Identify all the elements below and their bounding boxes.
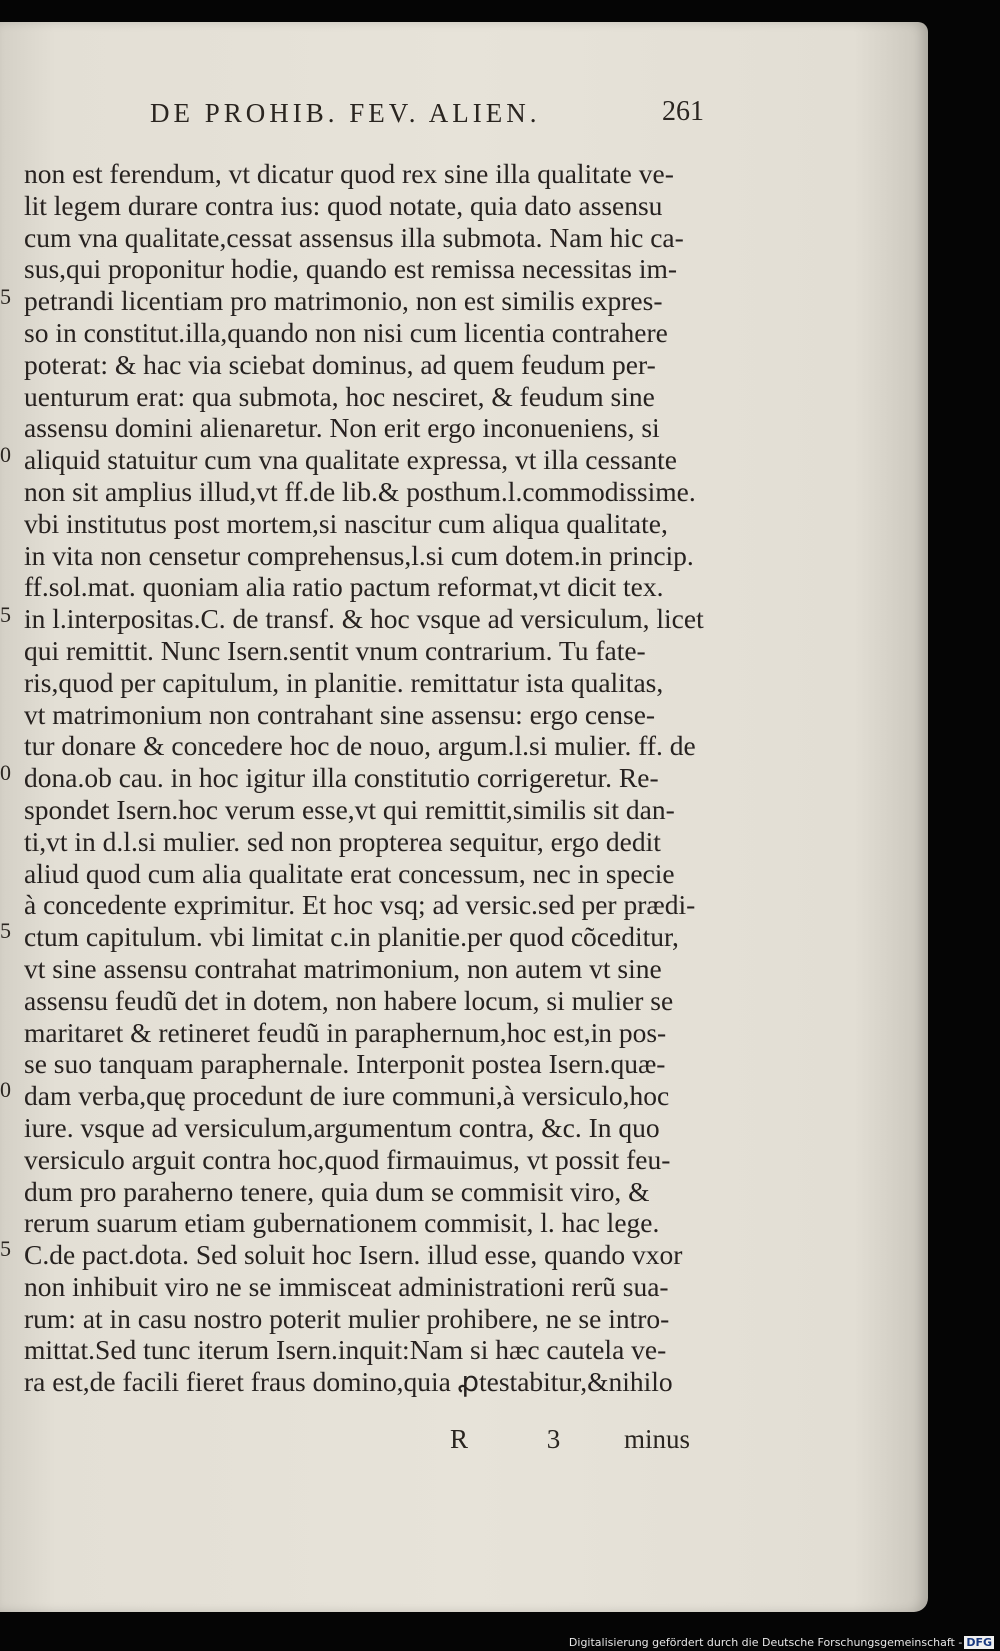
margin-line-number: 0 xyxy=(0,760,11,785)
text-line: spondet Isern.hoc verum esse,vt qui remittit,similis sit dan- xyxy=(24,793,675,825)
text-line: lit legem durare contra ius: quod notate, quia dato assensu xyxy=(24,189,663,221)
text-line: qui remittit. Nunc Isern.sentit vnum contrarium. Tu fate- xyxy=(24,634,646,666)
text-line: so in constitut.illa,quando non nisi cum licentia contrahere xyxy=(24,316,668,348)
text-line: uenturum erat: qua submota, hoc nesciret, & feudum sine xyxy=(24,380,655,412)
text-line: aliud quod cum alia qualitate erat concessum, nec in specie xyxy=(24,857,675,889)
text-line: mittat.Sed tunc iterum Isern.inquit:Nam si hæc cautela ve- xyxy=(24,1334,667,1366)
text-line: assensu feudũ det in dotem, non habere locum, si mulier se xyxy=(24,984,674,1016)
text-line: sus,qui proponitur hodie, quando est remissa necessitas im- xyxy=(24,253,678,285)
margin-line-number: 0 xyxy=(0,442,11,467)
text-line: poterat: & hac via sciebat dominus, ad quem feudum per- xyxy=(24,348,656,380)
text-line: dona.ob cau. in hoc igitur illa constitutio corrigeretur. Re- xyxy=(24,762,659,794)
text-line: maritaret & retineret feudũ in paraphernum,hoc est,in pos- xyxy=(24,1016,667,1048)
book-page xyxy=(0,22,928,1612)
text-line: in l.interpositas.C. de transf. & hoc vsque ad versiculum, licet xyxy=(24,603,704,635)
text-line: assensu domini alienaretur. Non erit ergo inconueniens, si xyxy=(24,412,660,444)
catchword: minus xyxy=(624,1424,691,1454)
text-line: in vita non censetur comprehensus,l.si cum dotem.in princip. xyxy=(24,539,694,571)
text-line: ti,vt in d.l.si mulier. sed non propterea sequitur, ergo dedit xyxy=(24,825,661,857)
text-line: ctum capitulum. vbi limitat c.in planitie.per quod cõceditur, xyxy=(24,921,679,953)
text-line: cum vna qualitate,cessat assensus illa submota. Nam hic ca- xyxy=(24,221,684,253)
footer-text: Digitalisierung gefördert durch die Deutsche Forschungsgemeinschaft - xyxy=(568,1636,963,1649)
text-line: ra est,de facili fieret fraus domino,quia ꝓtestabitur,&nihilo xyxy=(24,1366,673,1398)
margin-line-number: 0 xyxy=(0,1077,11,1102)
text-line: aliquid statuitur cum vna qualitate expressa, vt illa cessante xyxy=(24,444,677,476)
text-line: vt matrimonium non contrahant sine assensu: ergo cense- xyxy=(24,698,656,730)
margin-line-number: 5 xyxy=(0,602,11,627)
margin-line-number: 5 xyxy=(0,284,11,309)
text-line: ris,quod per capitulum, in planitie. remittatur ista qualitas, xyxy=(24,666,664,698)
text-line: vt sine assensu contrahat matrimonium, non autem vt sine xyxy=(24,952,662,984)
dfg-logo: DFG xyxy=(966,1636,992,1649)
signature-mark: R 3 xyxy=(450,1424,597,1454)
text-line: iure. vsque ad versiculum,argumentum contra, &c. In quo xyxy=(24,1111,660,1143)
text-line: versiculo arguit contra hoc,quod firmauimus, vt possit feu- xyxy=(24,1143,671,1175)
running-title: DE PROHIB. FEV. ALIEN. xyxy=(150,98,541,128)
text-line: dum pro paraherno tenere, quia dum se commisit viro, & xyxy=(24,1175,650,1207)
page-number: 261 xyxy=(662,96,704,127)
text-line: à concedente exprimitur. Et hoc vsq; ad versic.sed per prædi- xyxy=(24,889,696,921)
text-line: non inhibuit viro ne se immisceat administrationi rerũ sua- xyxy=(24,1270,669,1302)
body-text xyxy=(24,158,714,1398)
text-line: petrandi licentiam pro matrimonio, non est similis expres- xyxy=(24,285,663,317)
text-line: C.de pact.dota. Sed soluit hoc Isern. illud esse, quando vxor xyxy=(24,1239,683,1271)
text-line: tur donare & concedere hoc de nouo, argum.l.si mulier. ff. de xyxy=(24,730,696,762)
digitization-footer xyxy=(569,1636,994,1649)
text-line: non sit amplius illud,vt ff.de lib.& posthum.l.commodissime. xyxy=(24,475,696,507)
text-line: vbi institutus post mortem,si nascitur cum aliqua qualitate, xyxy=(24,507,668,539)
text-line: se suo tanquam paraphernale. Interponit postea Isern.quæ- xyxy=(24,1048,666,1080)
text-line: rerum suarum etiam gubernationem commisit, l. hac lege. xyxy=(24,1207,660,1239)
text-line: non est ferendum, vt dicatur quod rex sine illa qualitate ve- xyxy=(24,158,674,189)
text-line: rum: at in casu nostro poterit mulier prohibere, ne se intro- xyxy=(24,1302,670,1334)
text-line: dam verba,quę procedunt de iure communi,à versiculo,hoc xyxy=(24,1080,670,1112)
text-line: ff.sol.mat. quoniam alia ratio pactum reformat,vt dicit tex. xyxy=(24,571,664,603)
margin-line-number: 5 xyxy=(0,918,11,943)
margin-line-number: 5 xyxy=(0,1236,11,1261)
